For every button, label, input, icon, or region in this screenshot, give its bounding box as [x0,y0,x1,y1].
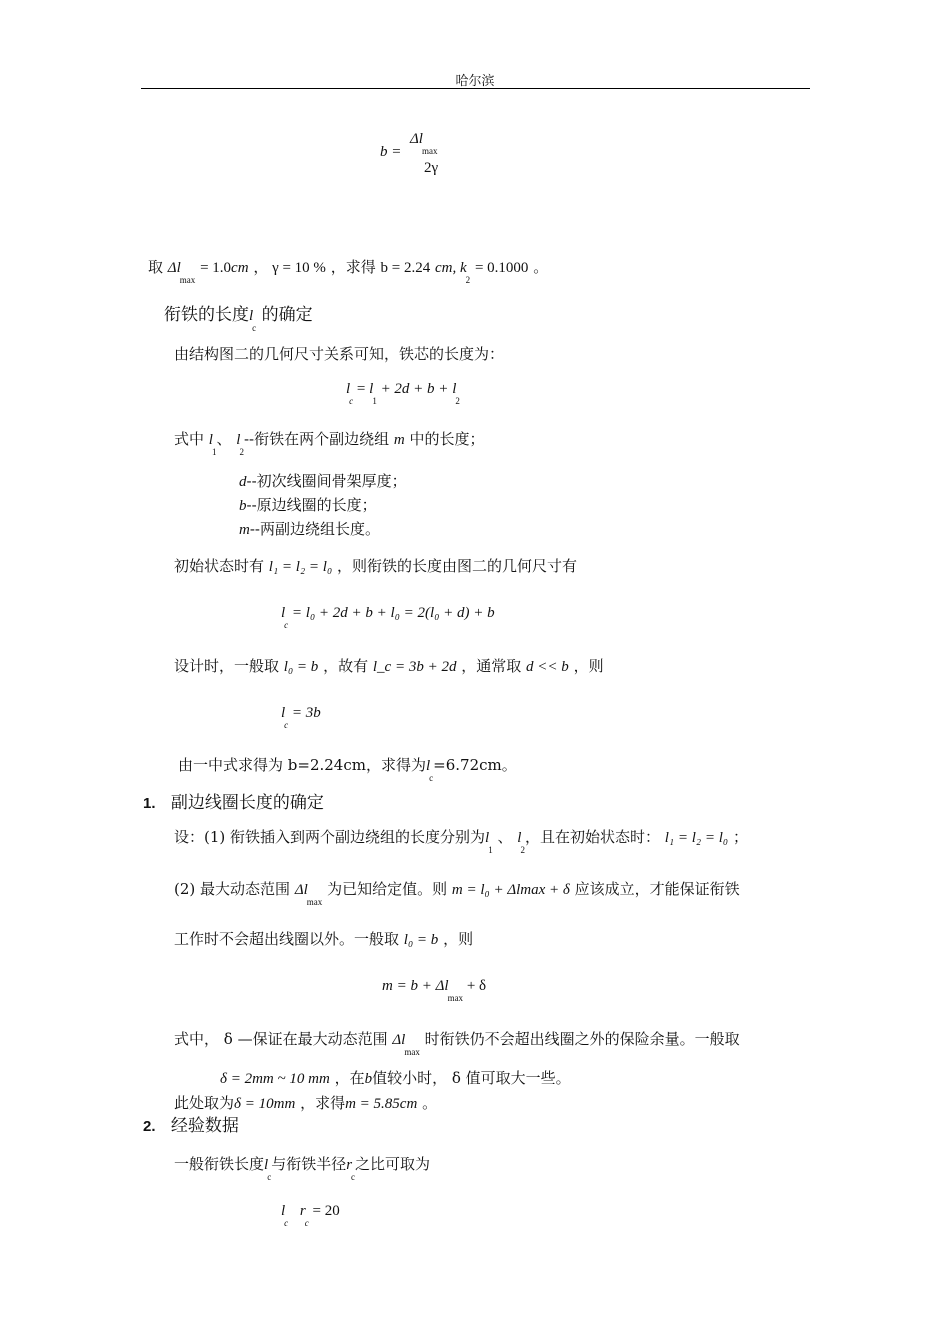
work-line: 工作时不会超出线圈以外。一般取 l₀ = b ，则 [174,930,474,948]
formula-b-lhs: b = [380,144,402,160]
equation-lc-2: $l_c = l_0 + 2d + b + l_0 = 2(l_0 + d) + b$ [281,605,495,630]
equation-lc: $l_c = l_1 + 2d + b + l_2$ [346,381,460,406]
definition-d: d--初次线圈间骨架厚度； [239,472,407,490]
equation-ratio: $l_c$ $r_c = 20$ [281,1203,340,1228]
heading-1: 1. 副边线圈长度的确定 [143,793,324,813]
result-line: 由一中式求得为 b=2.24cm，求得为$l_c=6.72cm$。 [178,756,517,783]
delta-definition-line: 式中， δ —保证在最大动态范围 $\Delta l_{max}$ 时衔铁仍不会超出线圈之外的保险余量。一般取 [174,1030,740,1057]
set-line: 设：(1) 衔铁插入到两个副边绕组的长度分别为$l_1$ 、 $l_2$，且在初始状态时： l₁ = l₂ = l₀ ； [174,828,748,855]
chosen-values-line: 此处取为δ = 10mm ，求得m = 5.85cm 。 [174,1094,438,1112]
equation-lc-3: $l_c = 3b$ [281,705,321,730]
paragraph-structure: 由结构图二的几何尺寸关系可知，铁芯的长度为： [174,345,505,363]
section-heading-lc: 衔铁的长度$l_c$ 的确定 [164,305,313,333]
condition-2-line: (2) 最大动态范围 $\Delta l_{max}$ 为已知给定值。则 m = l₀ + Δlmax + δ 应该成立，才能保证衔铁 [174,880,740,907]
heading-2: 2. 经验数据 [143,1116,239,1136]
design-line: 设计时，一般取 l₀ = b ，故有 l_c = 3b + 2d ，通常取 d << b ，则 [174,657,604,675]
where-line: 式中 $l_1$、 $l_2--$衔铁在两个副边绕组 m 中的长度； [174,430,485,457]
take-line: 取 $\Delta l_{max} = 1.0cm$ ， γ = 10 % ，求得 b = 2.24 cm, $k_2 = 0.1000$ 。 [148,258,549,285]
delta-range-line: δ = 2mm ~ 10 mm ，在b值较小时， δ 值可取大一些。 [220,1069,571,1087]
definition-m: m--两副边绕组长度。 [239,520,380,538]
header-rule [141,88,810,89]
definition-b: b--原边线圈的长度； [239,496,377,514]
page-header: 哈尔滨 [455,74,495,89]
formula-b-num: $\Delta l_{max}$ [410,131,438,156]
equation-m: $m = b + \Delta l_{max} + \delta$ [382,978,487,1003]
ratio-line: 一般衔铁长度$l_c$与衔铁半径$r_c$之比可取为 [174,1155,431,1182]
formula-b-den: 2γ [424,160,439,176]
initial-state-line: 初始状态时有 l₁ = l₂ = l₀ ，则衔铁的长度由图二的几何尺寸有 [174,557,577,575]
